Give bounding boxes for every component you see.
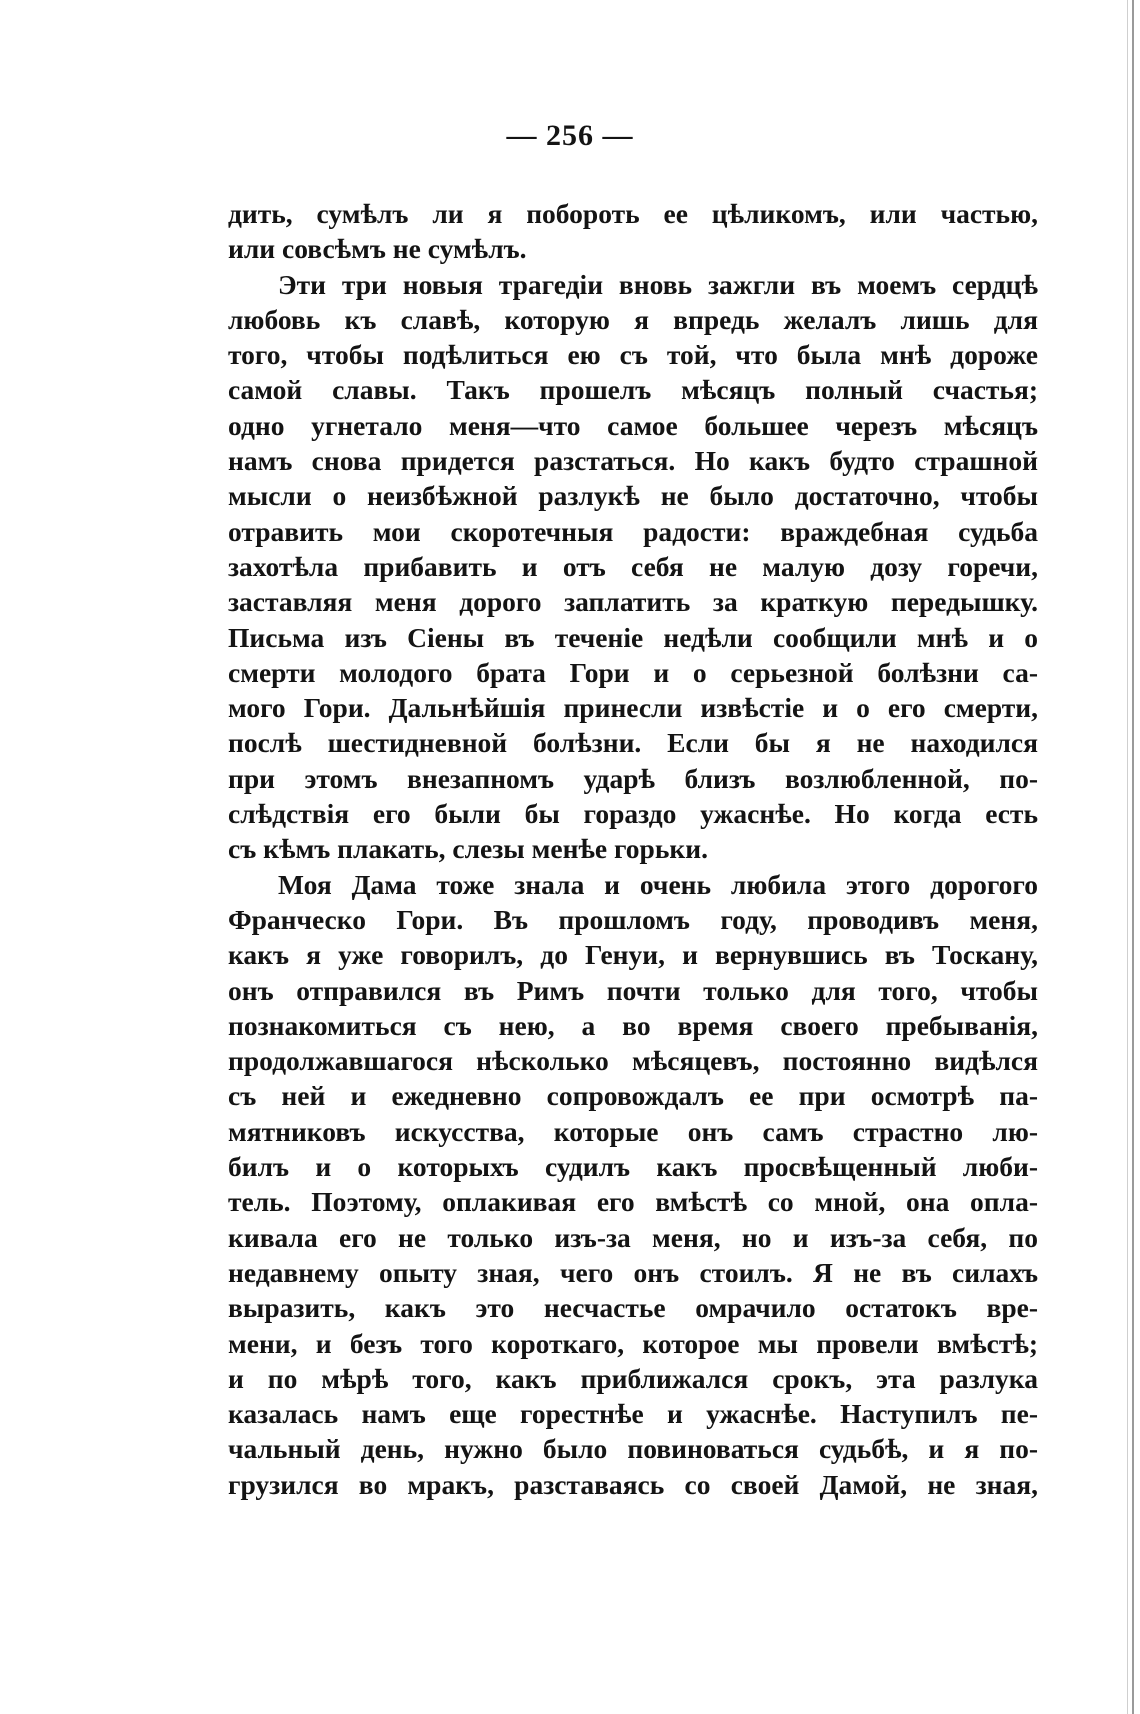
text-line: дить, сумѣлъ ли я побороть ее цѣликомъ, или частью, — [228, 198, 1038, 229]
text-line: тель. Поэтому, оплакивая его вмѣстѣ со мной, она опла- — [228, 1186, 1038, 1218]
text-line: отравить мои скоротечныя радости: враждебная судьба — [228, 515, 1038, 547]
text-line: кивала его не только изъ-за меня, но и изъ-за себя, по — [228, 1221, 1038, 1253]
text-line: грузился во мракъ, разставаясь со своей Дамой, не зная, — [228, 1468, 1038, 1500]
text-body — [228, 196, 1038, 1502]
text-line: намъ снова придется разстаться. Но какъ будто страшной — [228, 445, 1038, 477]
page-edge-shadow — [1132, 0, 1134, 1714]
text-line: или совсѣмъ не сумѣлъ. — [228, 233, 527, 265]
text-line: слѣдствія его были бы гораздо ужаснѣе. Но когда есть — [228, 798, 1038, 830]
text-line: послѣ шестидневной болѣзни. Если бы я не находился — [228, 727, 1038, 759]
text-line: недавнему опыту зная, чего онъ стоилъ. Я не въ силахъ — [228, 1256, 1038, 1288]
text-line: онъ отправился въ Римъ почти только для того, чтобы — [228, 974, 1038, 1006]
text-line: съ ней и ежедневно сопровождалъ ее при осмотрѣ па- — [228, 1080, 1038, 1112]
text-line: и по мѣрѣ того, какъ приближался срокъ, эта разлука — [228, 1362, 1038, 1394]
text-line: мого Гори. Дальнѣйшія принесли извѣстіе и о его смерти, — [228, 692, 1038, 724]
page-number: — 256 — — [506, 119, 634, 152]
paragraph-1 — [228, 196, 1038, 267]
text-line: чальный день, нужно было повиноваться судьбѣ, и я по- — [228, 1433, 1038, 1465]
text-line: мысли о неизбѣжной разлукѣ не было достаточно, чтобы — [228, 480, 1038, 512]
text-line: захотѣла прибавить и отъ себя не малую дозу горечи, — [228, 550, 1038, 582]
text-line: съ кѣмъ плакать, слезы менѣе горьки. — [228, 833, 708, 865]
text-line: мятниковъ искусства, которые онъ самъ страстно лю- — [228, 1115, 1038, 1147]
text-line: Эти три новыя трагедіи вновь зажгли въ моемъ сердцѣ — [278, 268, 1038, 300]
text-line: Франческо Гори. Въ прошломъ году, проводивъ меня, — [228, 903, 1038, 935]
paragraph-3 — [228, 867, 1038, 1502]
text-line: Письма изъ Сіены въ теченіе недѣли сообщили мнѣ и о — [228, 621, 1038, 653]
text-line: любовь къ славѣ, которую я впредь желалъ лишь для — [228, 303, 1038, 335]
text-line: заставляя меня дорого заплатить за краткую передышку. — [228, 586, 1038, 618]
text-line: продолжавшагося нѣсколько мѣсяцевъ, постоянно видѣлся — [228, 1045, 1038, 1077]
paragraph-2 — [228, 267, 1038, 867]
text-line: смерти молодого брата Гори и о серьезной болѣзни са- — [228, 656, 1038, 688]
text-line: мени, и безъ того короткаго, которое мы провели вмѣстѣ; — [228, 1327, 1038, 1359]
text-line: какъ я уже говорилъ, до Генуи, и вернувшись въ Тоскану, — [228, 939, 1038, 971]
text-line: познакомиться съ нею, а во время своего пребыванія, — [228, 1009, 1038, 1041]
text-line: казалась намъ еще горестнѣе и ужаснѣе. Наступилъ пе- — [228, 1398, 1038, 1430]
text-line: Моя Дама тоже знала и очень любила этого дорогого — [278, 868, 1038, 900]
text-line: билъ и о которыхъ судилъ какъ просвѣщенный люби- — [228, 1151, 1038, 1183]
text-line: выразить, какъ это несчастье омрачило остатокъ вре- — [228, 1292, 1038, 1324]
text-line: при этомъ внезапномъ ударѣ близъ возлюбленной, по- — [228, 762, 1038, 794]
text-line: того, чтобы подѣлиться ею съ той, что была мнѣ дороже — [228, 339, 1038, 371]
text-line: одно угнетало меня—что самое большее черезъ мѣсяцъ — [228, 409, 1038, 441]
text-line: самой славы. Такъ прошелъ мѣсяцъ полный счастья; — [228, 374, 1038, 406]
page-edge-shadow-inner — [1127, 0, 1128, 1714]
